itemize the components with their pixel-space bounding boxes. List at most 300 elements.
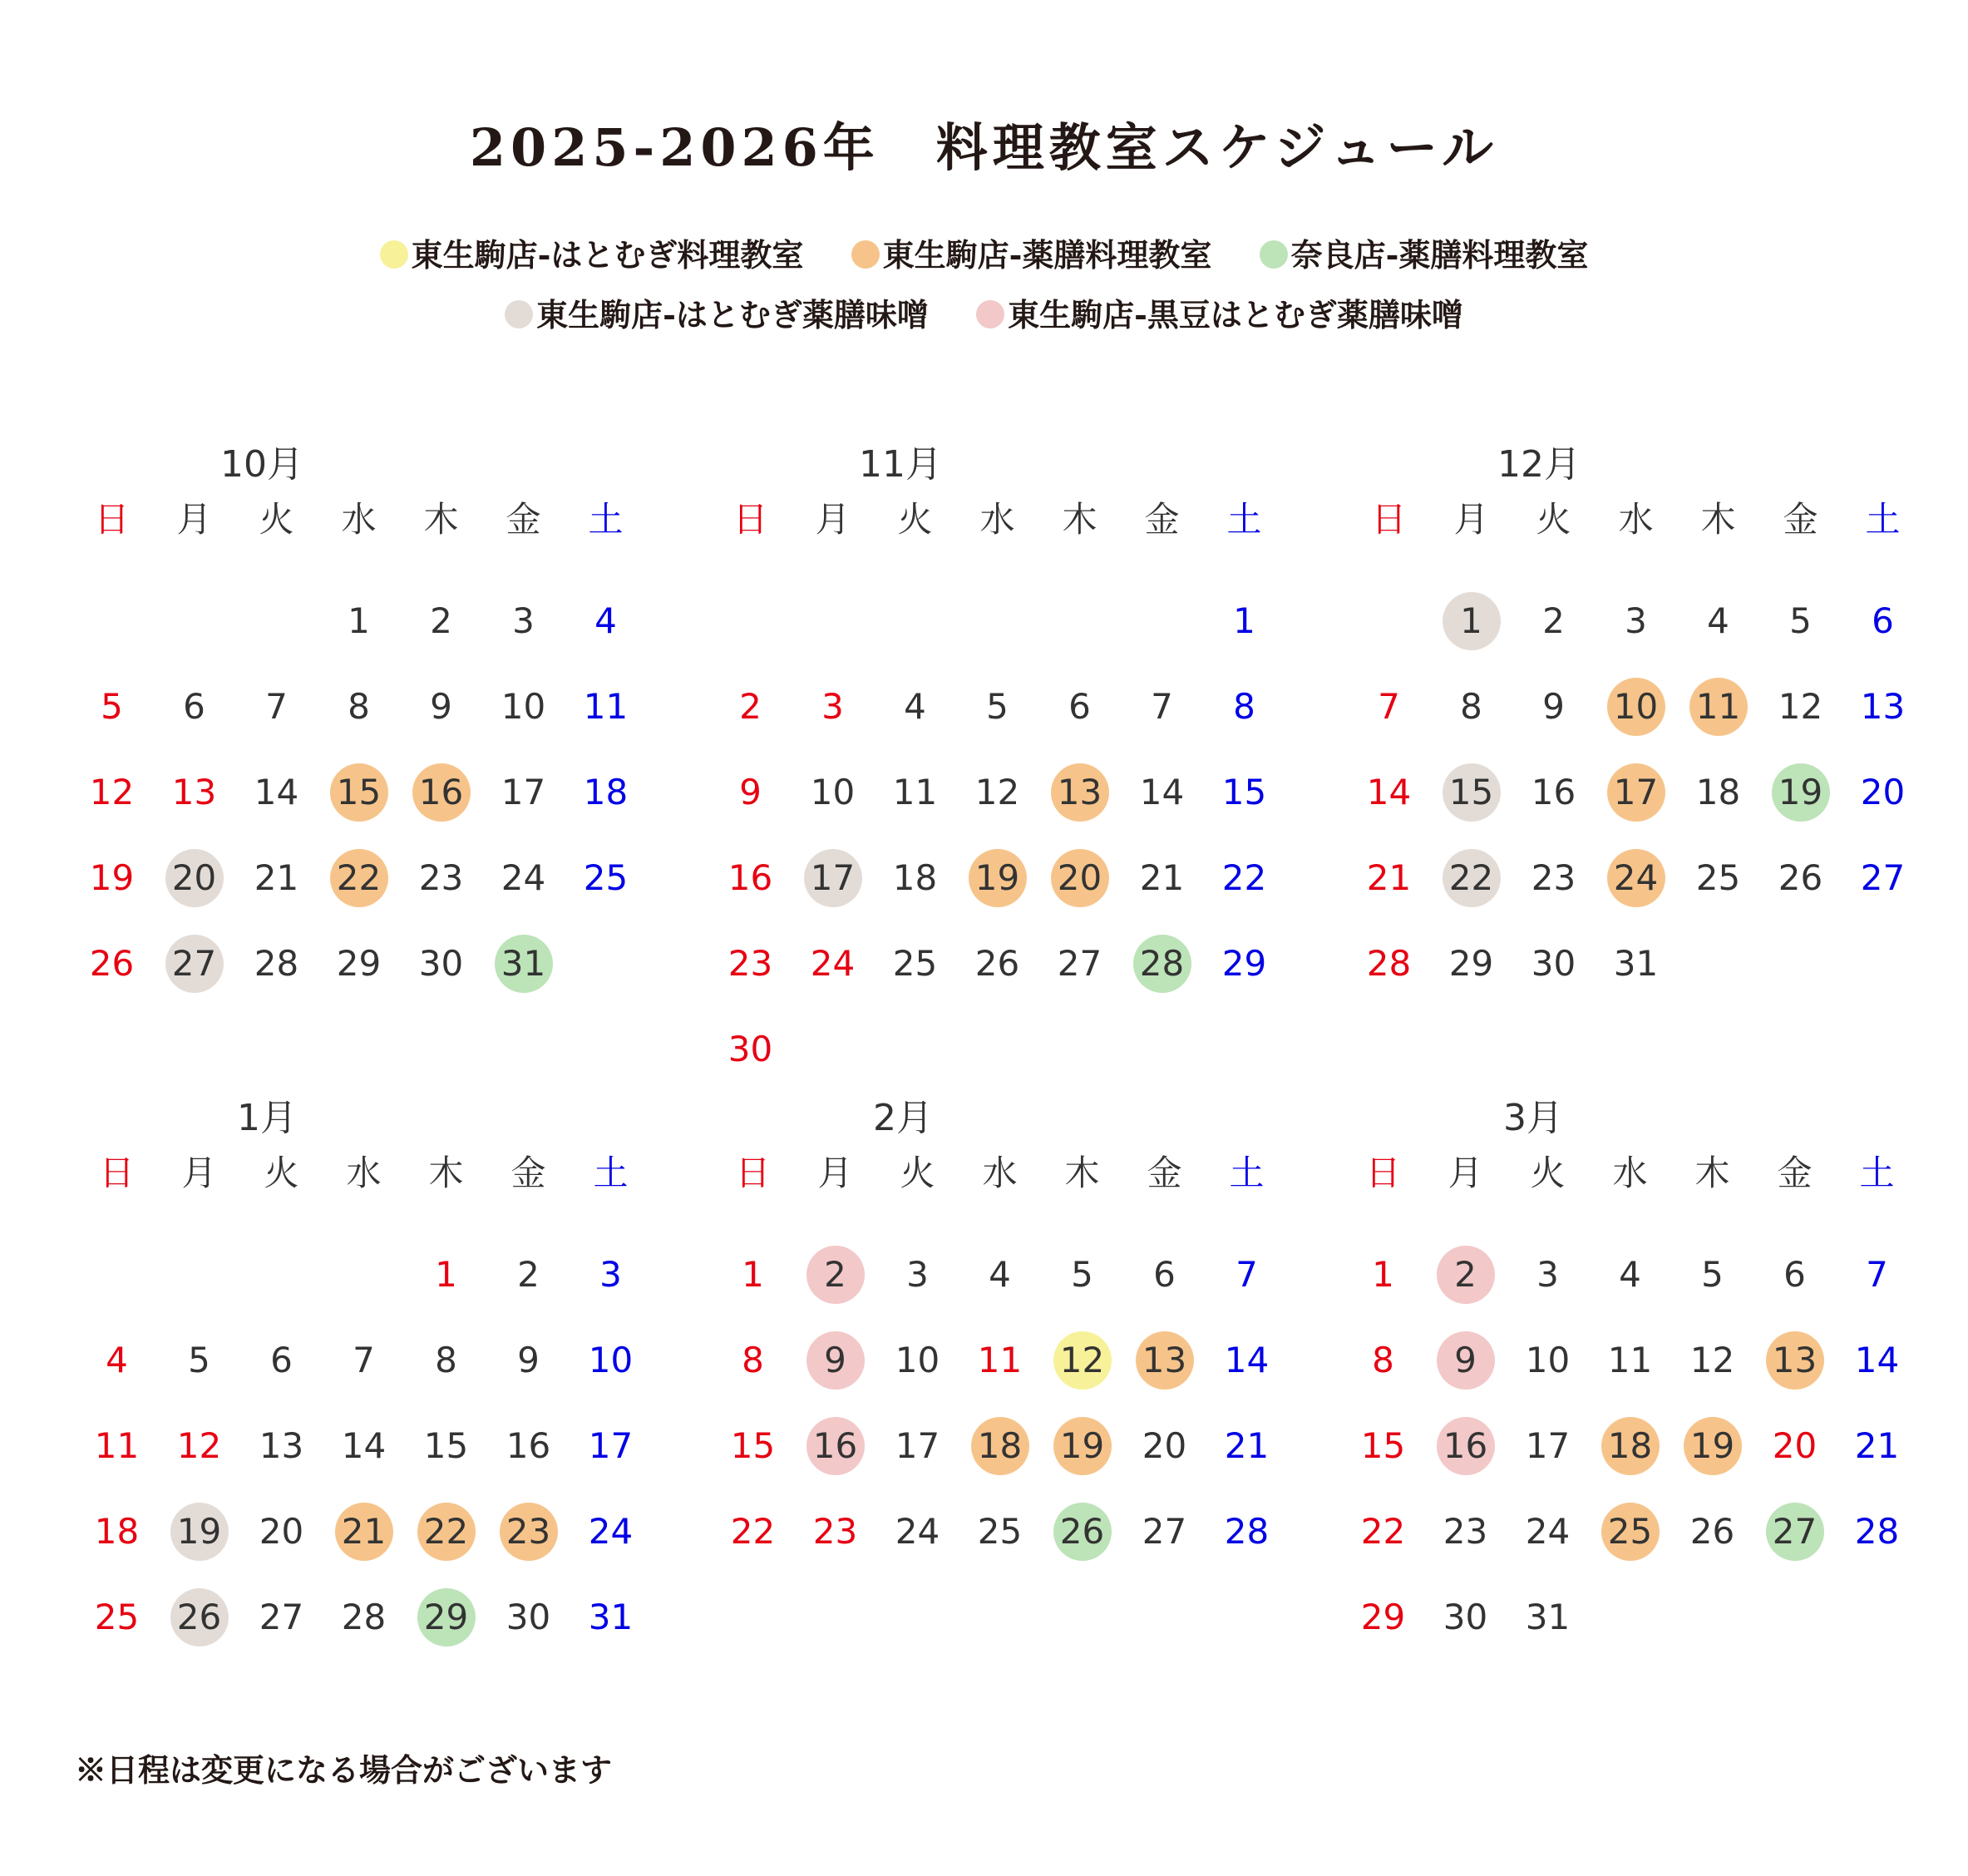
day-cell xyxy=(956,921,1038,1006)
day-number: 25 xyxy=(583,857,629,898)
day-number: 24 xyxy=(895,1511,940,1552)
day-number: 17 xyxy=(895,1425,940,1466)
day-number: 28 xyxy=(341,1597,387,1637)
day-cell xyxy=(1842,749,1924,835)
day-number: 11 xyxy=(1607,1340,1653,1380)
day-number: 14 xyxy=(1854,1340,1900,1380)
event-day-number: 26 xyxy=(1053,1503,1112,1561)
day-number: 10 xyxy=(810,772,856,812)
day-number: 10 xyxy=(588,1340,634,1380)
day-cell xyxy=(235,921,318,1006)
day-cell xyxy=(71,749,153,835)
event-day-number: 27 xyxy=(1766,1503,1824,1561)
day-cell xyxy=(565,749,647,835)
day-number: 20 xyxy=(259,1511,304,1552)
legend-label: 奈良店-薬膳料理教室 xyxy=(1290,236,1589,274)
day-number: 30 xyxy=(418,943,464,984)
event-day-number: 17 xyxy=(1607,763,1665,822)
day-cell xyxy=(1041,1403,1123,1488)
day-cell xyxy=(318,749,400,835)
day-cell xyxy=(405,1232,487,1317)
day-cell xyxy=(874,664,956,749)
weekday-header: 土 xyxy=(1865,499,1901,540)
day-cell xyxy=(1677,578,1759,664)
day-number: 14 xyxy=(1139,772,1185,812)
calendar-grid xyxy=(1348,492,1924,1006)
day-number: 6 xyxy=(1872,600,1894,641)
day-cell xyxy=(1759,749,1842,835)
legend-dot-icon xyxy=(976,300,1004,328)
day-number: 23 xyxy=(418,857,464,898)
legend-dot-icon xyxy=(505,300,533,328)
event-day-number: 29 xyxy=(417,1588,476,1646)
event-day-number: 1 xyxy=(1443,592,1501,650)
day-cell xyxy=(1121,749,1203,835)
month-title: 11月 xyxy=(859,443,942,486)
day-cell xyxy=(1507,1488,1589,1574)
day-cell xyxy=(1342,1574,1424,1660)
day-number: 13 xyxy=(259,1425,304,1466)
event-day-number: 19 xyxy=(969,849,1027,907)
event-day-number: 17 xyxy=(804,849,862,907)
day-cell xyxy=(565,578,647,664)
day-cell xyxy=(1121,921,1203,1006)
day-cell xyxy=(400,835,482,921)
day-cell xyxy=(400,578,482,664)
day-cell xyxy=(240,1488,323,1574)
day-cell xyxy=(1677,749,1759,835)
day-cell xyxy=(1507,1403,1589,1488)
legend-row-2 xyxy=(0,289,1968,335)
day-cell xyxy=(794,1488,876,1574)
day-number: 7 xyxy=(1236,1254,1258,1295)
day-number: 11 xyxy=(892,772,938,812)
day-number: 17 xyxy=(1525,1425,1571,1466)
empty-cell xyxy=(235,578,318,664)
day-number: 2 xyxy=(1542,600,1565,641)
weekday-header: 木 xyxy=(428,1153,464,1193)
page-title: 2025-2026年 料理教室スケジュール xyxy=(469,117,1499,178)
day-cell xyxy=(956,835,1038,921)
day-number: 18 xyxy=(1695,772,1741,812)
day-number: 27 xyxy=(1142,1511,1187,1552)
day-number: 12 xyxy=(974,772,1020,812)
weekday-header: 日 xyxy=(1365,1153,1401,1193)
weekday-header: 水 xyxy=(341,499,377,540)
event-day-number: 10 xyxy=(1607,678,1665,736)
day-cell xyxy=(405,1317,487,1403)
day-cell xyxy=(959,1232,1041,1317)
day-cell xyxy=(1836,1317,1918,1403)
weekday-header: 土 xyxy=(588,499,624,540)
legend-item-hatomugi xyxy=(380,230,804,275)
day-number: 13 xyxy=(171,772,217,812)
day-cell xyxy=(487,1403,570,1488)
day-cell xyxy=(712,1403,794,1488)
day-cell xyxy=(1842,835,1924,921)
legend-dot-icon xyxy=(1260,240,1288,269)
day-number: 24 xyxy=(810,943,856,984)
day-number: 29 xyxy=(336,943,382,984)
day-cell xyxy=(323,1574,405,1660)
day-cell xyxy=(240,1317,323,1403)
day-number: 2 xyxy=(739,686,762,727)
day-number: 18 xyxy=(583,772,629,812)
day-number: 19 xyxy=(89,857,135,898)
day-cell xyxy=(71,921,153,1006)
legend-label: 東生駒店-はとむぎ料理教室 xyxy=(411,236,804,274)
day-number: 5 xyxy=(188,1340,210,1380)
weekday-header: 火 xyxy=(900,1153,935,1193)
day-number: 28 xyxy=(1854,1511,1900,1552)
day-cell xyxy=(1512,578,1595,664)
day-cell xyxy=(1589,1403,1671,1488)
weekday-header: 水 xyxy=(1618,499,1654,540)
day-cell xyxy=(1206,1317,1288,1403)
event-day-number: 31 xyxy=(495,935,553,993)
day-cell xyxy=(1512,921,1595,1006)
day-cell xyxy=(1203,749,1285,835)
day-number: 22 xyxy=(730,1511,776,1552)
day-number: 12 xyxy=(1778,686,1823,727)
event-day-number: 22 xyxy=(1443,849,1501,907)
day-cell xyxy=(712,1232,794,1317)
event-day-number: 21 xyxy=(335,1503,393,1561)
day-number: 13 xyxy=(1860,686,1906,727)
day-number: 22 xyxy=(1221,857,1267,898)
day-cell xyxy=(1038,835,1121,921)
day-number: 28 xyxy=(1224,1511,1270,1552)
day-number: 7 xyxy=(265,686,288,727)
event-day-number: 13 xyxy=(1051,763,1109,822)
event-day-number: 25 xyxy=(1601,1503,1660,1561)
calendar-grid xyxy=(76,1146,652,1660)
day-cell xyxy=(1123,1317,1206,1403)
calendar-grid xyxy=(71,492,647,1006)
day-cell xyxy=(959,1403,1041,1488)
day-cell xyxy=(240,1403,323,1488)
event-day-number: 23 xyxy=(500,1503,558,1561)
day-cell xyxy=(570,1574,652,1660)
day-cell xyxy=(1203,921,1285,1006)
day-number: 6 xyxy=(1783,1254,1806,1295)
day-cell xyxy=(1595,578,1677,664)
weekday-header: 日 xyxy=(735,1153,771,1193)
event-day-number: 28 xyxy=(1133,935,1191,993)
day-cell xyxy=(1424,1232,1507,1317)
day-cell xyxy=(1836,1488,1918,1574)
day-number: 2 xyxy=(430,600,452,641)
day-cell xyxy=(1671,1317,1753,1403)
day-number: 29 xyxy=(1221,943,1267,984)
weekday-header: 土 xyxy=(1859,1153,1895,1193)
day-cell xyxy=(792,921,874,1006)
day-number: 7 xyxy=(1866,1254,1888,1295)
day-number: 23 xyxy=(812,1511,858,1552)
day-cell xyxy=(1123,1403,1206,1488)
day-cell xyxy=(1595,664,1677,749)
weekday-header: 日 xyxy=(1371,499,1407,540)
legend-dot-icon xyxy=(380,240,408,269)
event-day-number: 19 xyxy=(1772,763,1830,822)
legend-row-1 xyxy=(0,230,1968,275)
weekday-header: 木 xyxy=(1700,499,1736,540)
event-day-number: 9 xyxy=(1437,1331,1495,1390)
empty-cell xyxy=(792,578,874,664)
weekday-header: 月 xyxy=(1453,499,1489,540)
day-cell xyxy=(956,749,1038,835)
event-day-number: 16 xyxy=(412,763,471,822)
day-cell xyxy=(1595,835,1677,921)
day-cell xyxy=(792,664,874,749)
day-number: 16 xyxy=(728,857,773,898)
day-cell xyxy=(565,835,647,921)
day-cell xyxy=(792,835,874,921)
day-cell xyxy=(1203,578,1285,664)
event-day-number: 24 xyxy=(1607,849,1665,907)
day-cell xyxy=(1206,1232,1288,1317)
legend-item-yakuzen xyxy=(851,230,1212,275)
day-cell xyxy=(1512,749,1595,835)
day-cell xyxy=(1430,921,1512,1006)
day-number: 23 xyxy=(728,943,773,984)
day-cell xyxy=(570,1403,652,1488)
day-cell xyxy=(1424,1488,1507,1574)
day-number: 9 xyxy=(1542,686,1565,727)
day-cell xyxy=(1203,664,1285,749)
day-cell xyxy=(1753,1403,1836,1488)
day-cell xyxy=(405,1403,487,1488)
day-cell xyxy=(482,921,565,1006)
day-number: 11 xyxy=(94,1425,140,1466)
day-cell xyxy=(1753,1317,1836,1403)
weekday-header: 水 xyxy=(346,1153,382,1193)
day-cell xyxy=(323,1488,405,1574)
day-number: 25 xyxy=(892,943,938,984)
day-cell xyxy=(956,664,1038,749)
weekday-header: 日 xyxy=(94,499,130,540)
day-number: 14 xyxy=(1224,1340,1270,1380)
day-number: 4 xyxy=(594,600,617,641)
day-cell xyxy=(405,1488,487,1574)
day-cell xyxy=(874,749,956,835)
event-day-number: 19 xyxy=(1684,1417,1742,1475)
day-number: 6 xyxy=(183,686,205,727)
day-number: 1 xyxy=(348,600,370,641)
day-cell xyxy=(794,1403,876,1488)
event-day-number: 20 xyxy=(165,849,224,907)
empty-cell xyxy=(1348,578,1430,664)
event-day-number: 19 xyxy=(1053,1417,1112,1475)
empty-cell xyxy=(956,578,1038,664)
event-day-number: 27 xyxy=(165,935,224,993)
day-cell xyxy=(1038,749,1121,835)
day-number: 12 xyxy=(1689,1340,1735,1380)
event-day-number: 13 xyxy=(1136,1331,1194,1390)
empty-cell xyxy=(158,1232,240,1317)
day-cell xyxy=(1836,1403,1918,1488)
weekday-header: 金 xyxy=(510,1153,546,1193)
day-cell xyxy=(1424,1574,1507,1660)
day-cell xyxy=(1424,1403,1507,1488)
month-title: 3月 xyxy=(1503,1097,1563,1139)
day-cell xyxy=(76,1317,158,1403)
day-cell xyxy=(1348,749,1430,835)
day-cell xyxy=(1348,664,1430,749)
day-cell xyxy=(482,835,565,921)
month-title: 1月 xyxy=(237,1097,297,1139)
day-number: 28 xyxy=(1366,943,1412,984)
event-day-number: 12 xyxy=(1053,1331,1112,1390)
day-cell xyxy=(1038,921,1121,1006)
day-number: 14 xyxy=(254,772,299,812)
day-number: 12 xyxy=(89,772,135,812)
day-number: 5 xyxy=(1071,1254,1093,1295)
day-number: 7 xyxy=(1378,686,1400,727)
day-number: 6 xyxy=(270,1340,293,1380)
day-number: 8 xyxy=(435,1340,457,1380)
day-cell xyxy=(570,1232,652,1317)
event-day-number: 18 xyxy=(971,1417,1029,1475)
day-cell xyxy=(1206,1403,1288,1488)
day-number: 22 xyxy=(1360,1511,1406,1552)
day-number: 27 xyxy=(1860,857,1906,898)
day-cell xyxy=(1203,835,1285,921)
schedule-note: ※日程は変更になる場合がございます xyxy=(75,1751,613,1789)
day-cell xyxy=(1595,921,1677,1006)
day-cell xyxy=(1430,749,1512,835)
day-cell xyxy=(1507,1574,1589,1660)
event-day-number: 2 xyxy=(806,1246,865,1304)
day-cell xyxy=(712,1317,794,1403)
day-cell xyxy=(570,1317,652,1403)
day-number: 7 xyxy=(1151,686,1173,727)
day-number: 3 xyxy=(906,1254,929,1295)
day-cell xyxy=(1589,1488,1671,1574)
day-number: 31 xyxy=(1525,1597,1571,1637)
legend-label: 東生駒店-はとむぎ薬膳味噌 xyxy=(536,296,929,333)
month-title: 10月 xyxy=(220,443,303,486)
weekday-header: 土 xyxy=(1229,1153,1265,1193)
day-number: 5 xyxy=(101,686,123,727)
day-cell xyxy=(235,664,318,749)
day-number: 24 xyxy=(501,857,546,898)
weekday-header: 火 xyxy=(897,499,933,540)
day-number: 4 xyxy=(1619,1254,1641,1295)
day-cell xyxy=(1589,1232,1671,1317)
day-number: 11 xyxy=(977,1340,1023,1380)
empty-cell xyxy=(874,578,956,664)
day-number: 5 xyxy=(1701,1254,1724,1295)
day-cell xyxy=(1671,1488,1753,1574)
day-cell xyxy=(153,835,235,921)
day-cell xyxy=(1589,1317,1671,1403)
event-day-number: 19 xyxy=(170,1503,229,1561)
day-number: 3 xyxy=(821,686,844,727)
day-number: 21 xyxy=(1139,857,1185,898)
day-cell xyxy=(1123,1488,1206,1574)
day-cell xyxy=(323,1317,405,1403)
day-number: 17 xyxy=(501,772,546,812)
weekday-header: 月 xyxy=(176,499,212,540)
day-cell xyxy=(482,749,565,835)
day-number: 5 xyxy=(986,686,1009,727)
day-cell xyxy=(400,664,482,749)
empty-cell xyxy=(709,578,792,664)
event-day-number: 15 xyxy=(330,763,388,822)
weekday-header: 月 xyxy=(815,499,851,540)
day-number: 1 xyxy=(435,1254,457,1295)
day-cell xyxy=(876,1403,959,1488)
day-cell xyxy=(1507,1317,1589,1403)
event-day-number: 22 xyxy=(417,1503,476,1561)
weekday-header: 火 xyxy=(264,1153,299,1193)
day-cell xyxy=(158,1317,240,1403)
day-cell xyxy=(1753,1232,1836,1317)
day-number: 27 xyxy=(1057,943,1102,984)
weekday-header: 月 xyxy=(817,1153,853,1193)
day-number: 30 xyxy=(728,1029,773,1069)
day-number: 4 xyxy=(106,1340,128,1380)
day-number: 21 xyxy=(1224,1425,1270,1466)
weekday-header: 火 xyxy=(1530,1153,1566,1193)
day-cell xyxy=(153,664,235,749)
day-number: 30 xyxy=(1531,943,1576,984)
day-number: 20 xyxy=(1772,1425,1818,1466)
day-number: 8 xyxy=(742,1340,764,1380)
day-number: 23 xyxy=(1531,857,1576,898)
day-number: 25 xyxy=(1695,857,1741,898)
day-cell xyxy=(1512,835,1595,921)
day-number: 10 xyxy=(1525,1340,1571,1380)
day-cell xyxy=(1038,664,1121,749)
empty-cell xyxy=(1121,578,1203,664)
day-cell xyxy=(153,921,235,1006)
day-number: 21 xyxy=(1366,857,1412,898)
day-number: 21 xyxy=(1854,1425,1900,1466)
day-number: 16 xyxy=(1531,772,1576,812)
day-cell xyxy=(709,921,792,1006)
legend-label: 東生駒店-薬膳料理教室 xyxy=(882,236,1212,274)
day-cell xyxy=(158,1488,240,1574)
weekday-header: 金 xyxy=(1147,1153,1182,1193)
day-cell xyxy=(1206,1488,1288,1574)
day-number: 23 xyxy=(1443,1511,1488,1552)
day-number: 30 xyxy=(1443,1597,1488,1637)
weekday-header: 土 xyxy=(1226,499,1262,540)
calendar-grid xyxy=(709,492,1285,1092)
weekday-header: 木 xyxy=(1064,1153,1100,1193)
day-number: 26 xyxy=(89,943,135,984)
day-cell xyxy=(487,1232,570,1317)
weekday-header: 金 xyxy=(1777,1153,1813,1193)
weekday-header: 火 xyxy=(1536,499,1571,540)
event-day-number: 16 xyxy=(1437,1417,1495,1475)
day-number: 12 xyxy=(176,1425,222,1466)
event-day-number: 16 xyxy=(806,1417,865,1475)
day-number: 20 xyxy=(1142,1425,1187,1466)
day-cell xyxy=(874,921,956,1006)
day-cell xyxy=(1342,1488,1424,1574)
day-cell xyxy=(487,1488,570,1574)
day-cell xyxy=(1342,1317,1424,1403)
month-title: 2月 xyxy=(873,1097,933,1139)
day-number: 29 xyxy=(1448,943,1494,984)
day-cell xyxy=(1759,664,1842,749)
day-cell xyxy=(1842,578,1924,664)
day-number: 1 xyxy=(742,1254,764,1295)
day-cell xyxy=(158,1574,240,1660)
